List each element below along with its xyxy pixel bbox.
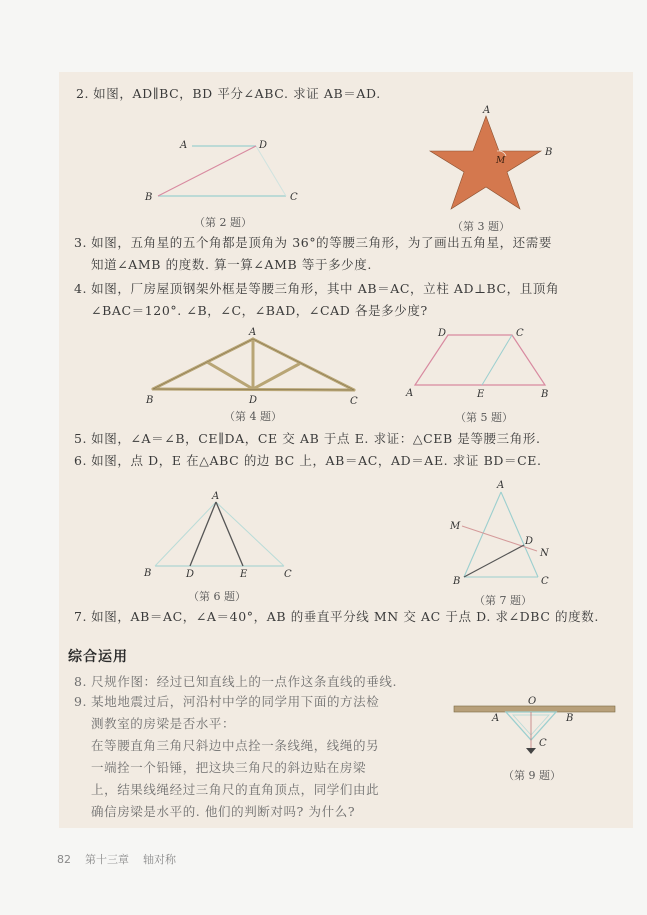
problem-6: 6. 如图，点 D，E 在△ABC 的边 BC 上，AB＝AC，AD＝AE. 求证 BD＝CE.	[74, 453, 542, 468]
svg-text:C: C	[516, 328, 524, 339]
problem-2: 2. 如图，AD∥BC，BD 平分∠ABC. 求证 AB＝AD.	[76, 86, 381, 101]
problem-3-line-2: 知道∠AMB 的度数. 算一算∠AMB 等于多少度.	[91, 257, 372, 272]
caption-fig4: （第 4 题）	[224, 410, 282, 423]
chapter-label: 第十三章	[85, 853, 129, 866]
caption-fig6: （第 6 题）	[188, 590, 246, 603]
svg-text:A: A	[212, 491, 220, 502]
svg-text:A: A	[180, 140, 188, 151]
problem-9-line-1: 9. 某地地震过后，河沿村中学的同学用下面的方法检	[74, 694, 380, 709]
svg-text:M: M	[496, 156, 506, 166]
svg-text:D: D	[438, 328, 447, 339]
problem-4-line-2: ∠BAC＝120°. ∠B，∠C，∠BAD，∠CAD 各是多少度?	[91, 303, 428, 318]
svg-text:A: A	[406, 388, 414, 399]
chapter-title: 轴对称	[143, 853, 176, 866]
svg-text:B: B	[145, 192, 153, 203]
svg-text:C: C	[541, 576, 549, 587]
svg-text:D: D	[259, 140, 268, 151]
svg-text:D: D	[186, 569, 195, 580]
svg-text:B: B	[144, 568, 152, 579]
svg-text:A: A	[492, 713, 500, 724]
problem-4-line-1: 4. 如图，厂房屋顶钢架外框是等腰三角形，其中 AB＝AC，立柱 AD⊥BC，且顶角	[74, 281, 560, 296]
svg-text:B: B	[146, 395, 154, 406]
problem-9-line-5: 上，结果线绳经过三角尺的直角顶点，同学们由此	[91, 782, 380, 797]
svg-text:C: C	[539, 738, 547, 749]
problem-7: 7. 如图，AB＝AC，∠A＝40°，AB 的垂直平分线 MN 交 AC 于点 D. 求∠DBC 的度数.	[74, 609, 599, 624]
svg-text:N: N	[540, 548, 549, 559]
svg-text:B: B	[566, 713, 574, 724]
svg-text:A: A	[497, 480, 505, 491]
svg-text:M: M	[450, 521, 461, 532]
problem-8: 8. 尺规作图：经过已知直线上的一点作这条直线的垂线.	[74, 674, 398, 689]
page-footer	[57, 851, 190, 867]
svg-text:A: A	[483, 105, 491, 116]
svg-text:O: O	[528, 696, 537, 707]
svg-text:C: C	[284, 569, 292, 580]
svg-text:B: B	[541, 389, 549, 400]
caption-fig7: （第 7 题）	[474, 594, 532, 607]
svg-text:C: C	[350, 396, 358, 407]
svg-text:A: A	[249, 327, 257, 338]
problem-9-line-3: 在等腰直角三角尺斜边中点拴一条线绳，线绳的另	[91, 738, 380, 753]
svg-text:E: E	[240, 569, 248, 580]
problem-9-line-2: 测教室的房梁是否水平：	[91, 716, 236, 731]
caption-fig2: （第 2 题）	[194, 216, 252, 229]
svg-text:B: B	[453, 576, 461, 587]
caption-fig3: （第 3 题）	[452, 220, 510, 233]
section-heading: 综合运用	[68, 649, 128, 665]
problem-5: 5. 如图，∠A＝∠B，CE∥DA，CE 交 AB 于点 E. 求证：△CEB 是等腰三角形.	[74, 431, 541, 446]
svg-text:C: C	[290, 192, 298, 203]
caption-fig5: （第 5 题）	[455, 411, 513, 424]
problem-9-line-4: 一端拴一个铅锤，把这块三角尺的斜边贴在房梁	[91, 760, 367, 775]
svg-text:E: E	[477, 389, 485, 400]
caption-fig9: （第 9 题）	[503, 769, 561, 782]
svg-text:B: B	[545, 147, 553, 158]
svg-text:D: D	[249, 395, 258, 406]
svg-text:D: D	[525, 536, 534, 547]
problem-9-line-6: 确信房梁是水平的. 他们的判断对吗? 为什么?	[91, 804, 356, 819]
page-number: 82	[57, 853, 71, 866]
problem-3-line-1: 3. 如图，五角星的五个角都是顶角为 36°的等腰三角形，为了画出五角星，还需要	[74, 235, 552, 250]
